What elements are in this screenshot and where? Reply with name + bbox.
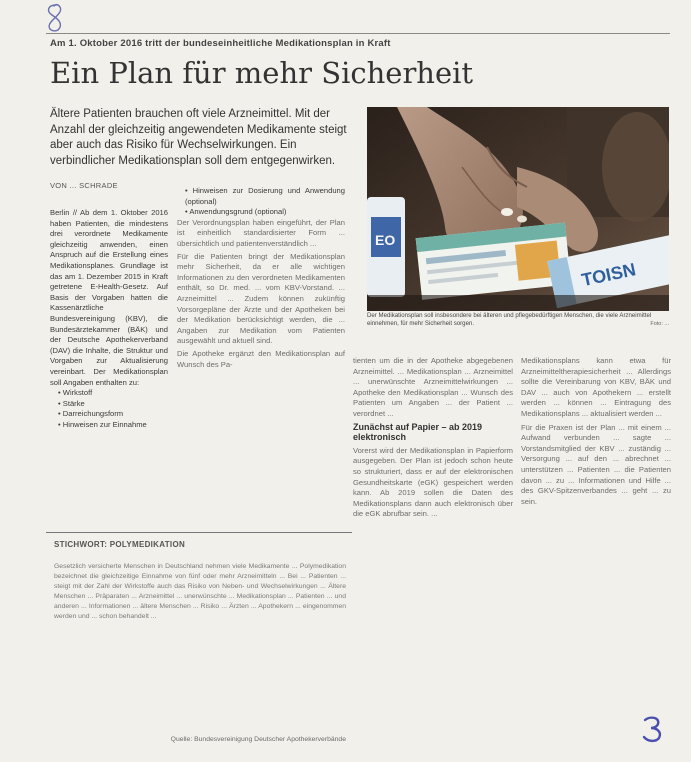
article-column-4 [521, 356, 671, 736]
article-column-2 [177, 186, 345, 504]
column-2-paragraph: Für die Patienten bringt der Medikationsplan mehr Sicherheit, da er alle wichtigen Informationen zu den verordneten Medikamenten enthält, so Dr. med. ... vom KBV-Vorstand. ... Arzneimittel ... Zudem können zukünftig Vorsorgepläne der Ärzte und der Apotheken bei der Medikation berücksichtigt werden, die ... Angaben zur Medikation vom Patienten ausgewählt und aktuell sind. [177, 251, 345, 346]
svg-text:EO: EO [375, 232, 396, 248]
svg-text:TOISN: TOISN [579, 259, 638, 291]
column-1-paragraph: Berlin // Ab dem 1. Oktober 2016 haben Patienten, die mindestens drei verordnete Medikamente gleichzeitig anwenden, einen Anspruch auf die Erstellung eines Medikationsplanes. Grundlage ist das am 1. Dezember 2015 in Kraft getretene E-Health-Gesetz. Auf Basis der Vorgaben hatten die Kassenärztliche Bundesvereinigung (KBV), die Bundesärztekammer (BÄK) und der Deutsche Apothekerverband (DAV) die Inhalte, die Struktur und Vorgaben zur Aktualisierung vereinbart. Der Medikationsplan soll Angaben enthalten zu: [50, 208, 168, 387]
article-title: Ein Plan für mehr Sicherheit [50, 56, 474, 90]
list-item: • Darreichungsform [58, 409, 168, 420]
photo-caption-text: Der Medikationsplan soll insbesondere bei älteren und pflegebedürftigen Menschen, die viele Arzneimittel einnehmen, für mehr Sicherheit sorgen. [367, 312, 652, 327]
handwritten-page-number [640, 715, 666, 743]
list-item: • Hinweisen zur Dosierung und Anwendung (optional) [185, 186, 345, 207]
list-item: • Hinweisen zur Einnahme [58, 420, 168, 431]
photo-hands-medication [367, 107, 669, 311]
article-column-3 [353, 356, 513, 738]
sidebar-source: Quelle: Bundesvereinigung Deutscher Apothekerverbände [170, 736, 346, 743]
sidebar-text: Gesetzlich versicherte Menschen in Deutschland nehmen viele Medikamente ... Polymedikation bezeichnet die gleichzeitige Einnahme von fünf oder mehr Arzneimitteln ... Bei ... Patienten ... steigt mit der Zahl der Wirkstoffe auch das Risiko von Neben- und Wechselwirkungen ... Ältere Menschen ... Präparaten ... Arzneimittel ... unerwünschte ... Medikationsplan ... Patienten ... und anderen ... Informationen ... ältere Menschen ... Risiko ... Ärzten ... Apothekern ... eingenommen werden und ... schon behandelt ... [54, 563, 346, 621]
article-photo [367, 107, 669, 311]
column-3-paragraph: tienten um die in der Apotheke abgegebenen Arzneimittel. ... Medikationsplan ... Arzneimittel ... unerwünschte Arzneimittelwirkungen ... Apotheke den Medikationsplan ... Wunsch des Patienten um Angaben ... der Patient ... verordnet ... [353, 356, 513, 418]
photo-caption [367, 312, 669, 328]
column-3-paragraph: Vorerst wird der Medikationsplan in Papierform ausgegeben. Der Plan ist jedoch schon heute so strukturiert, dass er auf der elektronischen Gesundheitskarte (eGK) gespeichert werden kann. Ab 2019 sollen die Daten des Medikationsplans dann auch elektronisch über die eGK abrufbar sein. ... [353, 445, 513, 519]
byline: VON ... SCHRADE [50, 181, 118, 190]
article-column-1 [50, 208, 168, 530]
column-2-paragraph: Die Apotheke ergänzt den Medikationsplan auf Wunsch des Pa- [177, 348, 345, 369]
column-4-paragraph: Medikationsplans kann etwa für Arzneimitteltherapiesicherheit ... Allerdings sollte die Vereinbarung von KBV, BÄK und DAV ... auch von Apothekern ... erstellt werden ... können ... Eintragung des Medikationsplans ... aktualisiert werden ... [521, 356, 671, 418]
list-item: • Wirkstoff [58, 388, 168, 399]
column-4-paragraph: Für die Praxen ist der Plan ... mit einem ... Aufwand verbunden ... sagte ... Vorstandsmitglied der KBV ... zuständig ... Versorgung ... auf den ... abrechnet ... unterstützen ... Patienten ... die Patienten davon ... zu ... Informationen und Hilfe ... des GKV-Spitzenverbandes ... geht ... zu sein. [521, 422, 671, 506]
top-rule [46, 33, 670, 34]
photo-credit: Foto: ... [650, 321, 669, 327]
column-2-paragraph: Der Verordnungsplan haben eingeführt, der Plan ist einheitlich standardisierter Form ... übersichtlich und patientenverständlich ... [177, 217, 345, 248]
list-item: • Stärke [58, 399, 168, 410]
content-list [50, 388, 168, 430]
section-heading: Zunächst auf Papier – ab 2019 elektronisch [353, 421, 483, 443]
article-lead: Ältere Patienten brauchen oft viele Arzneimittel. Mit der Anzahl der gleichzeitig angewendeten Medikamente steigt aber auch das Risiko für Wechselwirkungen. Ein verbindlicher Medikationsplan soll dem entgegenwirken. [50, 108, 347, 167]
article-kicker: Am 1. Oktober 2016 tritt der bundeseinheitliche Medikationsplan in Kraft [50, 38, 391, 49]
handwritten-mark [38, 2, 74, 34]
list-item: • Anwendungsgrund (optional) [185, 207, 345, 218]
content-list-continued [177, 186, 345, 218]
sidebar-title: STICHWORT: POLYMEDIKATION [54, 540, 186, 549]
